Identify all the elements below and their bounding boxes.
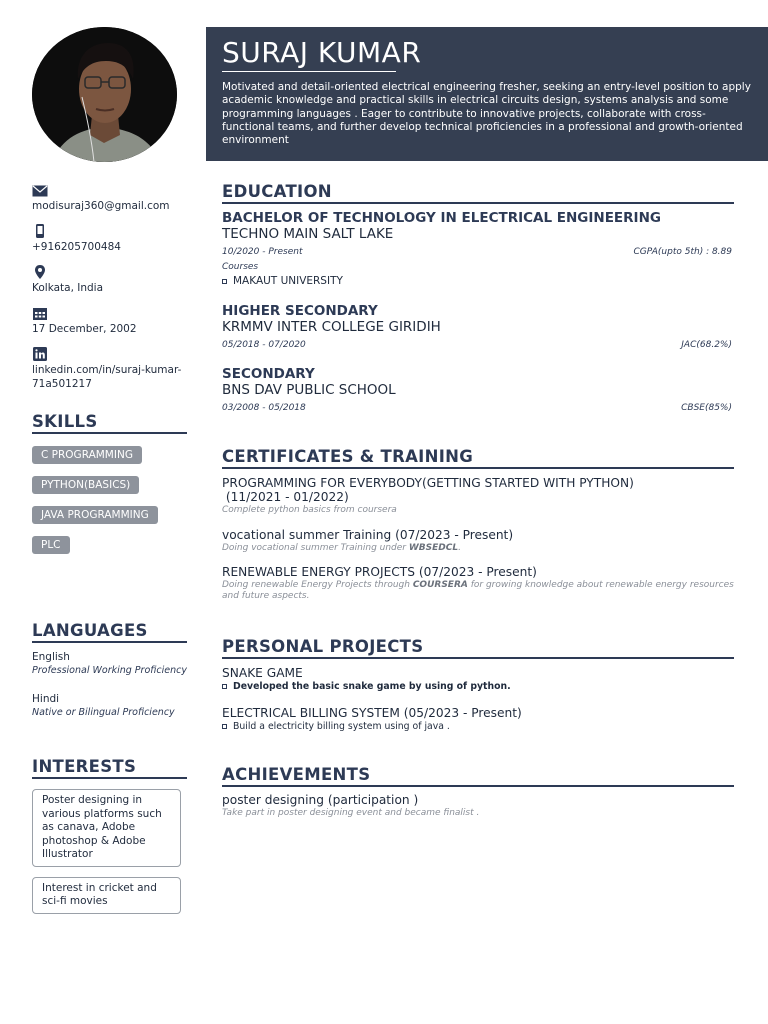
- projects-title: PERSONAL PROJECTS: [222, 637, 734, 659]
- achievements-section: [222, 765, 734, 818]
- degree-title: HIGHER SECONDARY: [222, 303, 378, 319]
- contact-phone: [32, 223, 192, 254]
- language-item: [32, 651, 192, 677]
- language-level: Professional Working Proficiency: [32, 665, 187, 676]
- contact-linkedin: [32, 346, 192, 391]
- education-grade: CGPA(upto 5th) : 8.89: [633, 247, 732, 257]
- interest-item: Poster designing in various platforms such as canava, Adobe photoshop & Adobe Illustrator: [32, 789, 181, 867]
- email-text[interactable]: modisuraj360@gmail.com: [32, 200, 170, 212]
- degree-title: SECONDARY: [222, 366, 315, 382]
- square-bullet-icon: [222, 279, 227, 284]
- desc-org: WBSEDCL: [408, 542, 459, 553]
- skill-tag: JAVA PROGRAMMING: [32, 506, 158, 524]
- education-item: [222, 210, 734, 287]
- school-name: KRMMV INTER COLLEGE GIRIDIH: [222, 319, 441, 335]
- education-grade: JAC(68.2%): [681, 340, 732, 350]
- achievements-title: ACHIEVEMENTS: [222, 765, 734, 787]
- skill-tag: PLC: [32, 536, 70, 554]
- certificate-title: vocational summer Training (07/2023 - Present): [222, 527, 514, 542]
- profile-header: [206, 27, 768, 161]
- linkedin-icon: [32, 346, 48, 360]
- project-title: SNAKE GAME: [222, 666, 303, 680]
- education-dates: 03/2008 - 05/2018: [222, 403, 306, 413]
- course-item: [222, 275, 734, 287]
- certificates-title: CERTIFICATES & TRAINING: [222, 447, 734, 469]
- profile-photo: [32, 27, 177, 162]
- achievement-item: [222, 793, 734, 818]
- portrait-image: [32, 27, 177, 162]
- phone-text[interactable]: +916205700484: [32, 241, 121, 253]
- certificate-desc: [222, 543, 734, 554]
- language-name: English: [32, 651, 70, 663]
- envelope-icon: [32, 182, 48, 196]
- desc-text: Doing renewable Energy Projects through: [222, 580, 413, 590]
- languages-section: [32, 621, 192, 719]
- achievement-title: poster designing (participation ): [222, 793, 419, 807]
- candidate-name: SURAJ KUMAR: [222, 36, 422, 69]
- project-item: [222, 706, 734, 732]
- achievement-desc: Take part in poster designing event and became finalist .: [222, 808, 480, 818]
- skill-tag: C PROGRAMMING: [32, 446, 142, 464]
- project-bullet-text: Developed the basic snake game by using of python.: [233, 681, 511, 692]
- desc-text: for growing knowledge about renewable energy resources and future aspects.: [222, 580, 734, 601]
- courses-label: Courses: [222, 262, 259, 272]
- certificate-desc: [222, 580, 734, 601]
- school-name: BNS DAV PUBLIC SCHOOL: [222, 382, 396, 398]
- certificate-item: [222, 476, 734, 516]
- education-dates: 05/2018 - 07/2020: [222, 340, 306, 350]
- education-meta: [222, 340, 732, 350]
- desc-text: .: [458, 542, 461, 553]
- interests-section: [32, 757, 192, 914]
- certificates-section: [222, 447, 734, 601]
- language-item: [32, 693, 192, 719]
- contact-location: [32, 264, 192, 295]
- project-bullet-text: Build a electricity billing system using of java .: [233, 721, 450, 732]
- skills-title: SKILLS: [32, 412, 187, 434]
- certificate-title: RENEWABLE ENERGY PROJECTS (07/2023 - Present): [222, 565, 537, 579]
- projects-section: [222, 637, 734, 732]
- course-text: MAKAUT UNIVERSITY: [233, 275, 343, 287]
- desc-text: Doing vocational summer Training under: [222, 542, 409, 553]
- skill-tag: PYTHON(BASICS): [32, 476, 139, 494]
- education-meta: [222, 403, 732, 413]
- skills-section: [32, 412, 192, 554]
- language-name: Hindi: [32, 693, 60, 705]
- school-name: TECHNO MAIN SALT LAKE: [222, 226, 394, 242]
- square-bullet-icon: [222, 724, 227, 729]
- certificate-desc: Complete python basics from coursera: [222, 505, 397, 515]
- language-level: Native or Bilingual Proficiency: [32, 707, 175, 718]
- project-item: [222, 666, 734, 692]
- education-title: EDUCATION: [222, 182, 734, 204]
- contact-section: [32, 182, 192, 401]
- education-dates: 10/2020 - Present: [222, 247, 303, 257]
- location-text: Kolkata, India: [32, 282, 104, 294]
- certificate-dates: (11/2021 - 01/2022): [222, 490, 349, 504]
- project-bullet: [222, 681, 734, 692]
- project-bullet: [222, 721, 734, 732]
- desc-org: COURSERA: [412, 580, 468, 590]
- contact-dob: [32, 305, 192, 336]
- interest-item: Interest in cricket and sci-fi movies: [32, 877, 181, 914]
- education-item: [222, 303, 734, 350]
- education-meta: [222, 247, 732, 257]
- name-underline: [222, 71, 396, 72]
- degree-title: BACHELOR OF TECHNOLOGY IN ELECTRICAL ENGINEERING: [222, 210, 661, 226]
- dob-text: 17 December, 2002: [32, 323, 137, 335]
- education-section: [222, 182, 734, 413]
- project-title: ELECTRICAL BILLING SYSTEM (05/2023 - Present): [222, 706, 522, 720]
- interests-title: INTERESTS: [32, 757, 187, 779]
- education-item: [222, 366, 734, 413]
- certificate-title: PROGRAMMING FOR EVERYBODY(GETTING STARTED WITH PYTHON): [222, 476, 634, 490]
- square-bullet-icon: [222, 684, 227, 689]
- phone-icon: [32, 223, 48, 237]
- calendar-icon: [32, 305, 48, 319]
- certificate-item: [222, 528, 734, 554]
- languages-title: LANGUAGES: [32, 621, 187, 643]
- location-pin-icon: [32, 264, 48, 278]
- linkedin-text[interactable]: linkedin.com/in/suraj-kumar-71a501217: [32, 364, 182, 390]
- main-content: [222, 182, 734, 818]
- certificate-item: [222, 565, 734, 601]
- profile-summary: Motivated and detail-oriented electrical engineering fresher, seeking an entry-level position to apply academic knowledge and practical skills in electrical circuits design, systems analysis and some programming languages . Eager to contribute to innovative projects, collaborate with cross-functional teams, and further develop technical proficiencies in a professional and growth-oriented environment: [222, 81, 751, 147]
- contact-email: [32, 182, 192, 213]
- education-grade: CBSE(85%): [681, 403, 732, 413]
